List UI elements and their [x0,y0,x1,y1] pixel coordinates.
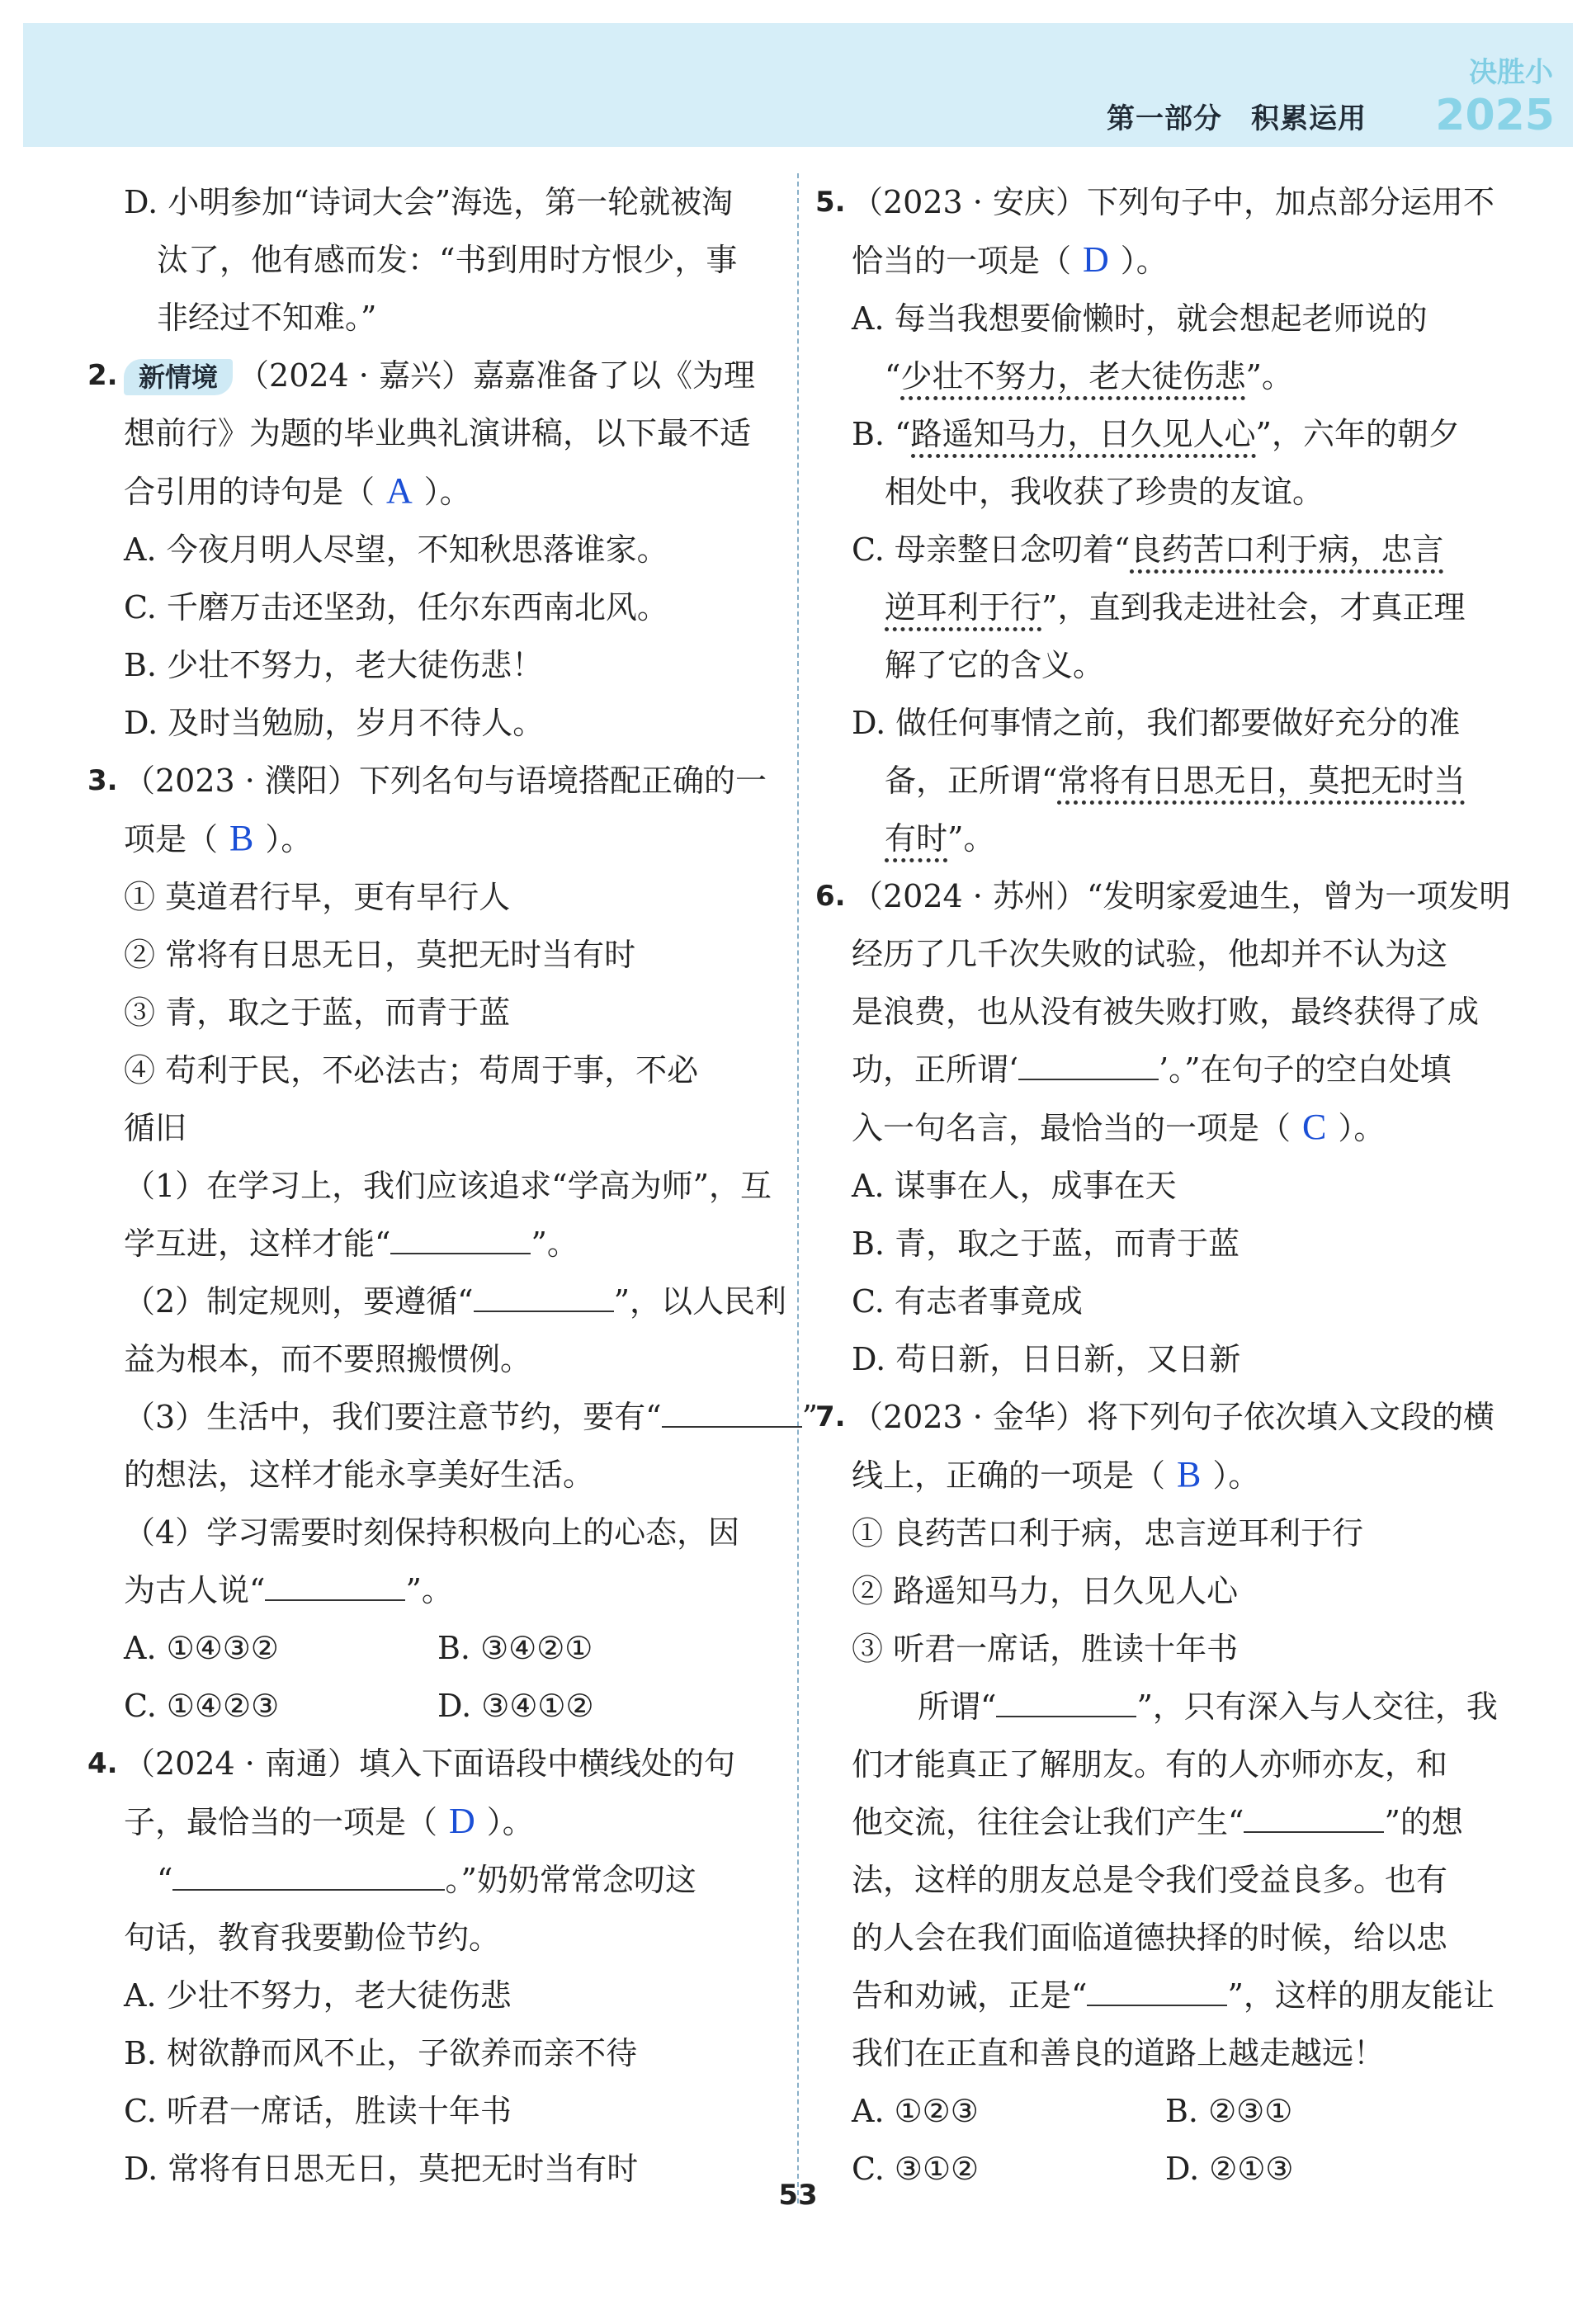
option: C. 听君一席话，胜读十年书 [124,2093,512,2129]
question-number: 4. [87,1747,118,1780]
question-text: 是浪费，也从没有被失败打败，最终获得了成 [852,994,1480,1030]
question-text: 子，最恰当的一项是（ [124,1804,438,1840]
context-text: （2）制定规则，要遵循“ [124,1283,474,1320]
new-context-tag: 新情境 [124,359,233,395]
page-header [23,23,1573,147]
option: D. 及时当勉励，岁月不待人。 [124,705,545,741]
option: 相处中，我收获了珍贵的友谊。 [885,474,1324,510]
context-text: 学互进，这样才能“ [124,1226,391,1262]
context-text: 为古人说“ [124,1572,266,1608]
passage-text: 所谓“ [918,1688,997,1725]
passage-text: “ [157,1862,173,1898]
option: C. 母亲整日念叨着“ [852,531,1131,568]
quote-item: ③ 青，取之于蓝，而青于蓝 [124,994,511,1031]
option: ”，直到我走进社会，才真正理 [1041,589,1466,626]
option: D. 常将有日思无日，莫把无时当有时 [124,2151,639,2187]
question-text: 线上，正确的一项是（ [852,1457,1166,1494]
fill-blank [1018,1047,1159,1080]
fill-blank [172,1858,445,1891]
option-d-line: D. 小明参加“诗词大会”海选，第一轮就被淘 [124,184,734,220]
passage-text: 法，这样的朋友总是令我们受益良多。也有 [852,1862,1448,1898]
context-text: 益为根本，而不要照搬惯例。 [124,1341,532,1377]
option: B. 少壮不努力，老大徒伤悲！ [124,647,544,683]
question-text: ）。 [486,1804,534,1840]
section-title: 第一部分 积累运用 [1107,102,1367,135]
dotted-emphasis: 有时 [885,820,947,862]
option: B. “ [852,416,911,452]
context-text: ”。 [405,1572,453,1608]
answer-mark: D [1083,239,1109,280]
quote-item: ① 莫道君行早，更有早行人 [124,879,511,915]
column-divider [797,173,799,2203]
dotted-emphasis: 路遥知马力，日久见人心 [911,416,1256,458]
question-text: （2023 · 金华）将下列句子依次填入文段的横 [852,1399,1494,1435]
option: D. 做任何事情之前，我们都要做好充分的准 [852,705,1461,741]
page-number: 53 [778,2179,818,2212]
right-column [815,173,1511,2198]
question-2 [87,347,784,752]
question-text: 经历了几千次失败的试验，他却并不认为这 [852,936,1448,972]
option: ”，六年的朝夕 [1255,416,1460,452]
quote-item: ④ 苟利于民，不必法古；苟周于事，不必 [124,1052,699,1089]
answer-mark: C [1302,1107,1327,1147]
option: C. ①④②③ [124,1688,280,1724]
option: C. 千磨万击还坚劲，任尔东西南北风。 [124,589,668,626]
question-text: 恰当的一项是（ [852,243,1072,279]
option: D. 苟日新，日日新，又日新 [852,1341,1241,1377]
question-text: 入一句名言，最恰当的一项是（ [852,1110,1291,1146]
passage-text: 的人会在我们面临道德抉择的时候，给以忠 [852,1920,1448,1956]
dotted-emphasis: 逆耳利于行 [885,589,1041,631]
fill-blank [996,1684,1136,1717]
option: B. ②③① [1165,2093,1293,2129]
question-text: （2023 · 安庆）下列句子中，加点部分运用不 [852,184,1494,220]
question-1-tail [91,173,784,347]
option: B. 青，取之于蓝，而青于蓝 [852,1226,1240,1262]
quote-item: 循旧 [124,1110,187,1146]
context-text: 的想法，这样才能永享美好生活。 [124,1457,595,1493]
question-text: （2024 · 嘉兴）嘉嘉准备了以《为理 [238,357,755,394]
fill-blank [662,1395,802,1428]
option: ”。 [1245,358,1293,394]
dotted-emphasis: 常将有日思无日，莫把无时当 [1057,763,1465,805]
fill-blank [474,1279,614,1312]
option: A. ①④③② [124,1630,279,1666]
badge-year: 2025 [1435,91,1555,140]
question-text: ）。 [1212,1457,1260,1494]
passage-text: 句话，教育我要勤俭节约。 [124,1920,501,1956]
brand-badge [1435,50,1561,149]
passage-text: 告和劝诫，正是“ [852,1977,1088,2014]
passage-text: ”，只有深入与人交往，我 [1136,1688,1498,1725]
option: A. 少壮不努力，老大徒伤悲 [124,1977,512,2014]
question-text: ）。 [1338,1110,1386,1146]
passage-text: 。”奶奶常常念叨这 [445,1862,696,1898]
option-d-line: 非经过不知难。” [157,300,377,336]
fill-blank [390,1221,531,1254]
context-text: ”，以人民利 [613,1283,787,1320]
fill-blank [1087,1973,1227,2006]
context-text: ” [801,1399,819,1435]
option: ”。 [947,820,995,857]
option: “ [885,358,901,394]
option: B. 树欲静而风不止，子欲养而亲不待 [124,2035,638,2071]
question-text: （2024 · 南通）填入下面语段中横线处的句 [124,1745,735,1782]
answer-mark: B [229,818,254,858]
question-number: 3. [87,764,118,797]
question-5 [815,173,1504,867]
answer-mark: A [386,470,413,511]
question-text: （2023 · 濮阳）下列名句与语境搭配正确的一 [124,763,767,799]
question-4 [87,1735,784,2198]
sentence-item: ② 路遥知马力，日久见人心 [852,1573,1239,1609]
question-text: 功，正所谓‘ [852,1051,1019,1088]
passage-text: ”，这样的朋友能让 [1227,1977,1494,2014]
question-6 [815,867,1511,1388]
passage-text: 我们在正直和善良的道路上越走越远！ [852,2035,1386,2071]
answer-mark: D [449,1801,475,1841]
fill-blank [265,1568,405,1601]
context-text: （3）生活中，我们要注意节约，要有“ [124,1399,662,1435]
option: 备，正所谓“ [885,763,1058,799]
question-number: 2. [87,359,118,392]
question-text: （2024 · 苏州）“发明家爱迪生，曾为一项发明 [852,878,1511,914]
sentence-item: ③ 听君一席话，胜读十年书 [852,1631,1239,1667]
question-text: ）。 [423,474,471,510]
sentence-item: ① 良药苦口利于病，忠言逆耳利于行 [852,1515,1364,1551]
option: A. 谋事在人，成事在天 [852,1168,1177,1204]
context-text: （4）学习需要时刻保持积极向上的心态，因 [124,1514,740,1551]
passage-text: ”的想 [1384,1804,1463,1840]
quote-item: ② 常将有日思无日，莫把无时当有时 [124,937,636,973]
question-text: ’。”在句子的空白处填 [1159,1051,1452,1088]
option: 解了它的含义。 [885,647,1105,683]
question-number: 5. [815,186,846,219]
question-number: 6. [815,880,846,913]
option: A. ①②③ [852,2093,979,2129]
option: D. ③④①② [437,1688,594,1724]
option: C. ③①② [852,2151,980,2187]
question-3 [87,752,819,1735]
context-text: （1）在学习上，我们应该追求“学高为师”，互 [124,1168,772,1204]
passage-text: 们才能真正了解朋友。有的人亦师亦友，和 [852,1746,1448,1783]
option: D. ②①③ [1165,2151,1294,2187]
question-text: 想前行》为题的毕业典礼演讲稿，以下最不适 [124,415,752,451]
dotted-emphasis: 少壮不努力，老大徒伤悲 [900,358,1245,400]
option: A. 今夜月明人尽望，不知秋思落谁家。 [124,531,668,568]
option: A. 每当我想要偷懒时，就会想起老师说的 [852,300,1428,337]
question-text: ）。 [1120,243,1168,279]
fill-blank [1244,1800,1384,1833]
context-text: ”。 [531,1226,578,1262]
dotted-emphasis: 良药苦口利于病，忠言 [1130,531,1443,574]
option: C. 有志者事竟成 [852,1283,1083,1320]
answer-mark: B [1177,1454,1202,1495]
badge-text: 决胜小 [1469,56,1553,89]
passage-text: 他交流，往往会让我们产生“ [852,1804,1244,1840]
question-7 [815,1388,1504,2198]
option-d-line: 汰了，他有感而发：“书到用时方恨少，事 [157,242,738,278]
question-text: 合引用的诗句是（ [124,474,375,510]
option: B. ③④②① [437,1630,593,1666]
question-text: 项是（ [124,821,219,857]
question-text: ）。 [265,821,313,857]
question-number: 7. [815,1400,846,1433]
